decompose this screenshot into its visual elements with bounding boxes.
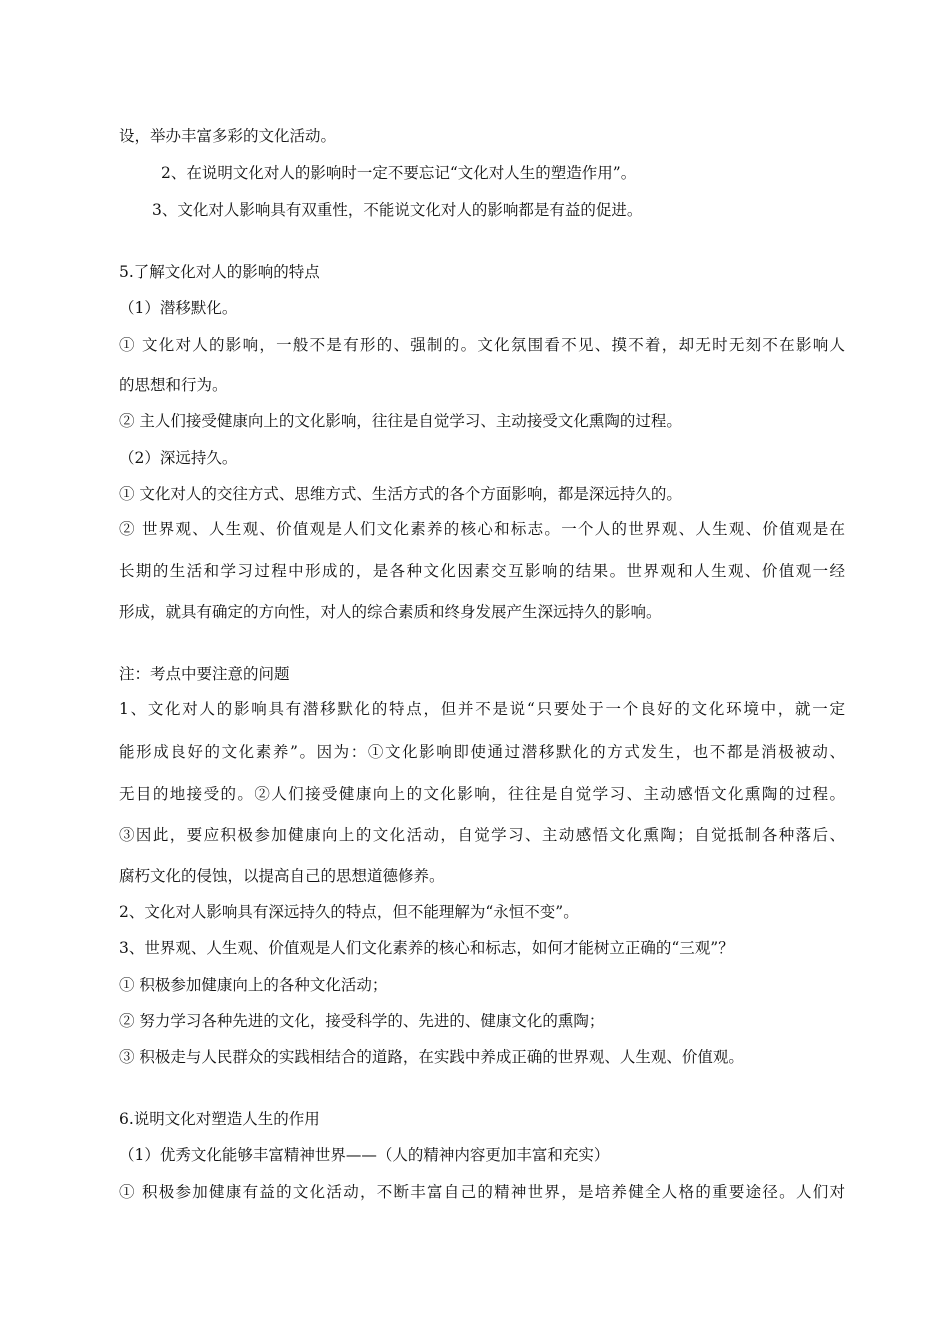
text-line-12: 长期的生活和学习过程中形成的，是各种文化因素交互影响的结果。世界观和人生观、价值观一经 bbox=[119, 562, 845, 580]
text-line-1: 设，举办丰富多彩的文化活动。 bbox=[119, 127, 337, 145]
text-line-20: 2、文化对人影响具有深远持久的特点，但不能理解为“永恒不变”。 bbox=[119, 903, 579, 921]
section-heading-6: 6.说明文化对塑造人生的作用 bbox=[119, 1110, 320, 1128]
text-line-16: 能形成良好的文化素养”。因为：①文化影响即使通过潜移默化的方式发生，也不都是消极被动、 bbox=[119, 743, 845, 761]
text-line-15: 1、文化对人的影响具有潜移默化的特点，但并不是说“只要处于一个良好的文化环境中，就一定 bbox=[119, 700, 845, 718]
text-line-13: 形成，就具有确定的方向性，对人的综合素质和终身发展产生深远持久的影响。 bbox=[119, 603, 662, 621]
text-line-24: ③ 积极走与人民群众的实践相结合的道路，在实践中养成正确的世界观、人生观、价值观。 bbox=[119, 1048, 744, 1066]
sub-heading-1: （1）潜移默化。 bbox=[119, 299, 238, 317]
text-line-10: ① 文化对人的交往方式、思维方式、生活方式的各个方面影响，都是深远持久的。 bbox=[119, 485, 682, 503]
text-line-17: 无目的地接受的。②人们接受健康向上的文化影响，往往是自觉学习、主动感悟文化熏陶的过程。 bbox=[119, 785, 845, 803]
text-line-2: 2、在说明文化对人的影响时一定不要忘记“文化对人生的塑造作用”。 bbox=[161, 164, 637, 182]
sub-heading-2: （2）深远持久。 bbox=[119, 449, 238, 467]
section-heading-5: 5.了解文化对人的影响的特点 bbox=[119, 263, 320, 281]
text-line-8: ② 主人们接受健康向上的文化影响，往往是自觉学习、主动接受文化熏陶的过程。 bbox=[119, 412, 682, 430]
text-line-18: ③因此，要应积极参加健康向上的文化活动，自觉学习、主动感悟文化熏陶；自觉抵制各种落后、 bbox=[119, 826, 845, 844]
text-line-11: ② 世界观、人生观、价值观是人们文化素养的核心和标志。一个人的世界观、人生观、价值观是在 bbox=[119, 520, 845, 538]
text-line-19: 腐朽文化的侵蚀，以提高自己的思想道德修养。 bbox=[119, 867, 445, 885]
text-line-3: 3、文化对人影响具有双重性，不能说文化对人的影响都是有益的促进。 bbox=[152, 201, 643, 219]
text-line-6: ① 文化对人的影响，一般不是有形的、强制的。文化氛围看不见、摸不着，却无时无刻不在影响人 bbox=[119, 336, 845, 354]
text-line-22: ① 积极参加健康向上的各种文化活动； bbox=[119, 976, 388, 994]
text-line-21: 3、世界观、人生观、价值观是人们文化素养的核心和标志，如何才能树立正确的“三观”？ bbox=[119, 939, 734, 957]
note-heading: 注：考点中要注意的问题 bbox=[119, 665, 290, 683]
text-line-23: ② 努力学习各种先进的文化，接受科学的、先进的、健康文化的熏陶； bbox=[119, 1012, 605, 1030]
text-line-7: 的思想和行为。 bbox=[119, 376, 228, 394]
text-line-27: ① 积极参加健康有益的文化活动，不断丰富自己的精神世界，是培养健全人格的重要途径。人们对 bbox=[119, 1183, 845, 1201]
sub-heading-3: （1）优秀文化能够丰富精神世界——（人的精神内容更加丰富和充实） bbox=[119, 1146, 610, 1164]
